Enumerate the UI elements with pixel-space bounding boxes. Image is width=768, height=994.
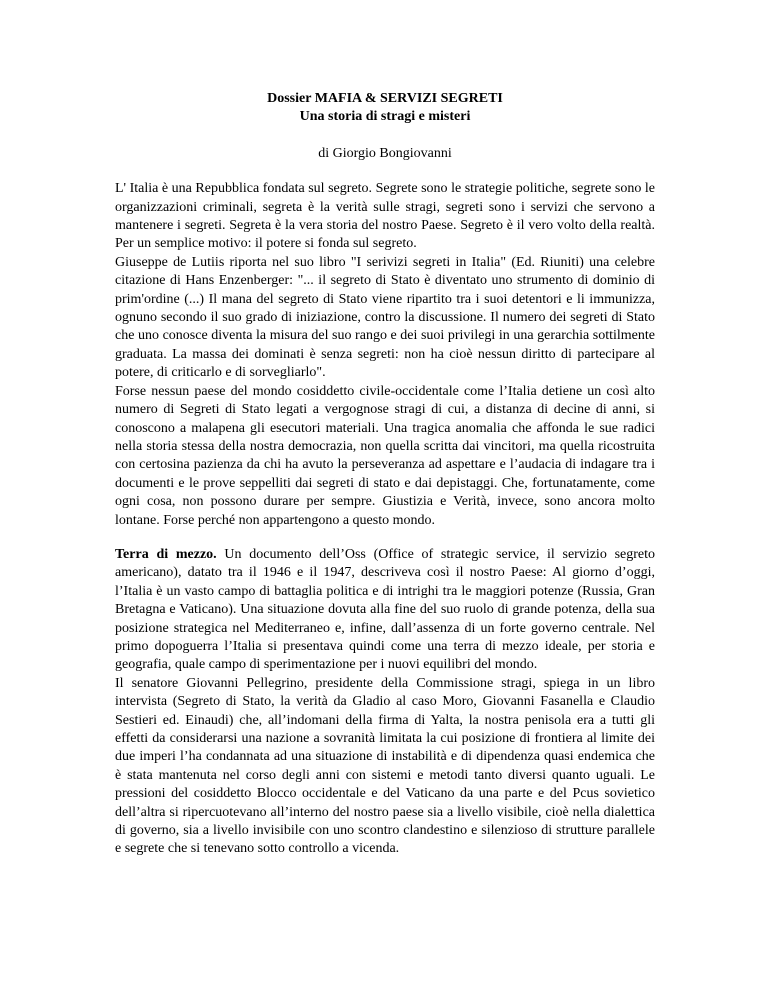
title-line-1: Dossier MAFIA & SERVIZI SEGRETI <box>267 91 503 106</box>
author-line: di Giorgio Bongiovanni <box>318 145 452 161</box>
section-heading-terra-di-mezzo: Terra di mezzo. <box>115 546 217 562</box>
paragraph-4 <box>115 546 655 675</box>
title-line-2: Una storia di stragi e misteri <box>299 109 471 125</box>
paragraph-4-text: Un documento dell’Oss (Office of strategic service, il servizio segreto americano), datato tra il 1946 e il 1947, descriveva così il nostro Paese: Al giorno d’oggi, l’Italia è un vasto campo di battaglia politica e di intrighi tra le maggiori potenze (Russia, Gran Bretagna e Vaticano). Una situazione dovuta alla fine del suo ruolo di grande potenza, della sua posizione strategica nel Mediterraneo e, infine, dall’assenza di un forte governo centrale. Nel primo dopoguerra l’Italia si presentava quindi come una terra di mezzo ideale, per storia e geografia, quale campo di sperimentazione per i nuovi equilibri del mondo. <box>115 546 655 673</box>
document-title <box>115 90 655 127</box>
paragraph-5: Il senatore Giovanni Pellegrino, presidente della Commissione stragi, spiega in un libro intervista (Segreto di Stato, la verità da Gladio al caso Moro, Giovanni Fasanella e Claudio Sestieri ed. Einaudi) che, all’indomani della firma di Yalta, la nostra penisola era a tutti gli effetti da considerarsi una nazione a sovranità limitata la cui posizione di frontiera al limite dei due imperi l’ha condannata ad una situazione di instabilità e di dipendenza quasi endemica che è stata mantenuta nel corso degli anni con sistemi e metodi tanto diversi quanto uguali. Le pressioni del cosiddetto Blocco occidentale e del Vaticano da una parte e del Pcus sovietico dell’altra si ripercuotevano all’interno del nostro paese sia a livello visibile, cioè nella dialettica di governo, sia a livello invisibile con uno scontro clandestino e silenzioso di strutture parallele e segrete che si tenevano sotto controllo a vicenda. <box>115 675 655 857</box>
document-page <box>115 90 655 859</box>
paragraph-2: Giuseppe de Lutiis riporta nel suo libro "I serivizi segreti in Italia" (Ed. Riuniti) una celebre citazione di Hans Enzenberger: "... il segreto di Stato è diventato uno strumento di dominio di prim'ordine (...) Il mana del segreto di Stato viene ripartito tra i suoi detentori e li immunizza, ognuno secondo il suo grado di iniziazione, contro la discussione. Il numero dei segreti di Stato che uno conosce diventa la misura del suo rango e dei suoi privilegi in una gerarchia sottilmente graduata. La massa dei dominati è senza segreti: non ha cioè nessun diritto di partecipare al potere, di criticarlo e di sorvegliarlo". <box>115 254 655 381</box>
paragraph-3: Forse nessun paese del mondo cosiddetto civile-occidentale come l’Italia detiene un così alto numero di Segreti di Stato legati a vergognose stragi di cui, a distanza di decine di anni, si conoscono a malapena gli esecutori materiali. Una tragica anomalia che affonda le sue radici nella storia stessa della nostra democrazia, non quella scritta dai vincitori, ma quella ricostruita con certosina pazienza da chi ha avuto la perseveranza ad aspettare e l’audacia di indagare tra i documenti e le prove seppelliti dai segreti di stato e dai depistaggi. Che, fortunatamente, come ogni cosa, non possono durare per sempre. Giustizia e Verità, invece, sono ancora molto lontane. Forse perché non appartengono a questo mondo. <box>115 383 655 528</box>
paragraph-1: L' Italia è una Repubblica fondata sul segreto. Segrete sono le strategie politiche, segrete sono le organizzazioni criminali, segreta è la verità sulle stragi, segreti sono i servizi che servono a mantenere i segreti. Segreta è la vera storia del nostro Paese. Segreto è il vero volto della realtà. Per un semplice motivo: il potere si fonda sul segreto. <box>115 181 655 252</box>
